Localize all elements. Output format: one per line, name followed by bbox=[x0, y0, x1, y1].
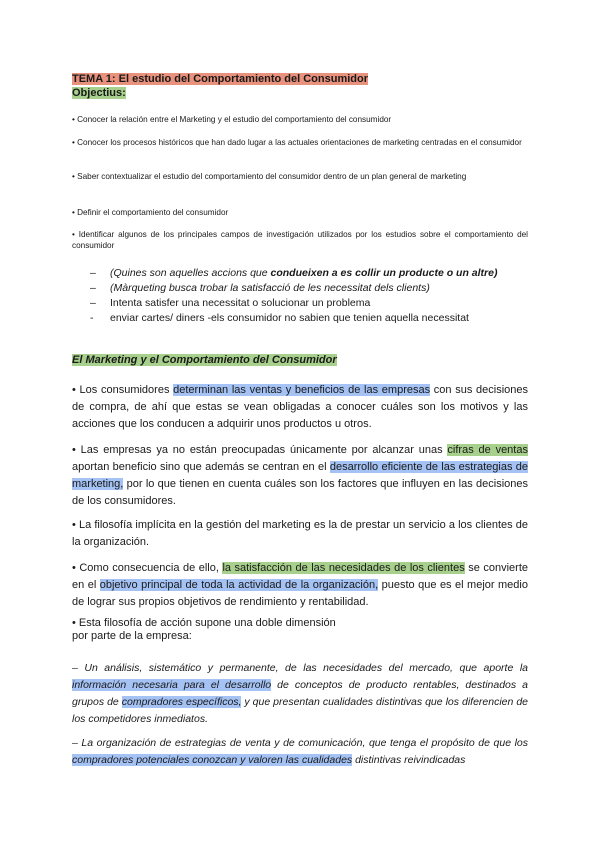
objective-2: • Conocer los procesos históricos que han dado lugar a las actuales orientaciones de marketing centradas en el consumidor bbox=[72, 138, 522, 147]
paragraph-4: • Como consecuencia de ello, la satisfacción de las necesidades de los clientes se convierte en el objetivo principal de toda la actividad de la organización, puesto que es el mejor medio de lograr sus propios objetivos de rendimiento y rentabilidad. bbox=[72, 562, 528, 608]
paragraph-1: • Los consumidores determinan las ventas y beneficios de las empresas con sus decisiones de compra, de ahí que estas se vean obligadas a conocer cuáles son los motivos y las acciones que los conducen a adquirir unos productos u otros. bbox=[72, 384, 529, 430]
objective-5: • Identificar algunos de los principales campos de investigación utilizados por los estudios sobre el comportamiento del consumidor bbox=[72, 230, 528, 250]
objectius-label: Objectius: bbox=[72, 87, 126, 99]
paragraph-7: – La organización de estrategias de venta y de comunicación, que tenga el propósito de que los compradores potenciales conozcan y valoren las cualidades distintivas reivindicadas bbox=[72, 737, 528, 766]
objective-1: • Conocer la relación entre el Marketing y el estudio del comportamiento del consumidor bbox=[72, 115, 392, 124]
note-2: – (Màrqueting busca trobar la satisfacció de les necessitat dels clients) bbox=[90, 282, 430, 294]
objective-3: • Saber contextualizar el estudio del comportamiento del consumidor dentro de un plan general de marketing bbox=[72, 172, 467, 181]
note-3: – Intenta satisfer una necessitat o solucionar un problema bbox=[90, 297, 371, 309]
objectius-heading bbox=[72, 86, 126, 100]
tema-title: TEMA 1: El estudio del Comportamiento del Consumidor bbox=[72, 73, 368, 85]
note-1: – (Quines son aquelles accions que condueixen a es collir un producte o un altre) bbox=[90, 267, 498, 279]
paragraph-3: • La filosofía implícita en la gestión del marketing es la de prestar un servicio a los clientes de la organización. bbox=[72, 519, 528, 548]
paragraph-2: • Las empresas ya no están preocupadas únicamente por alcanzar unas cifras de ventas aportan beneficio sino que además se centran en el desarrollo eficiente de las estrategias de marketing, por lo que tienen en cuenta cuáles son los factores que influyen en las decisiones de los consumidores. bbox=[72, 444, 528, 507]
objective-4: • Definir el comportamiento del consumidor bbox=[72, 208, 229, 217]
paragraph-6: – Un análisis, sistemático y permanente, de las necesidades del mercado, que aporte la información necesaria para el desarrollo de conceptos de producto rentables, destinados a grupos de compradores específicos, y que presentan cualidades distintivas que los diferencien de los competidores inmediatos. bbox=[72, 662, 528, 725]
section-title: El Marketing y el Comportamiento del Consumidor bbox=[72, 354, 337, 366]
paragraph-5: • Esta filosofía de acción supone una doble dimensión por parte de la empresa: bbox=[72, 617, 336, 642]
note-4: - enviar cartes/ diners -els consumidor no sabien que tenien aquella necessitat bbox=[90, 312, 469, 324]
page-title bbox=[72, 72, 368, 86]
